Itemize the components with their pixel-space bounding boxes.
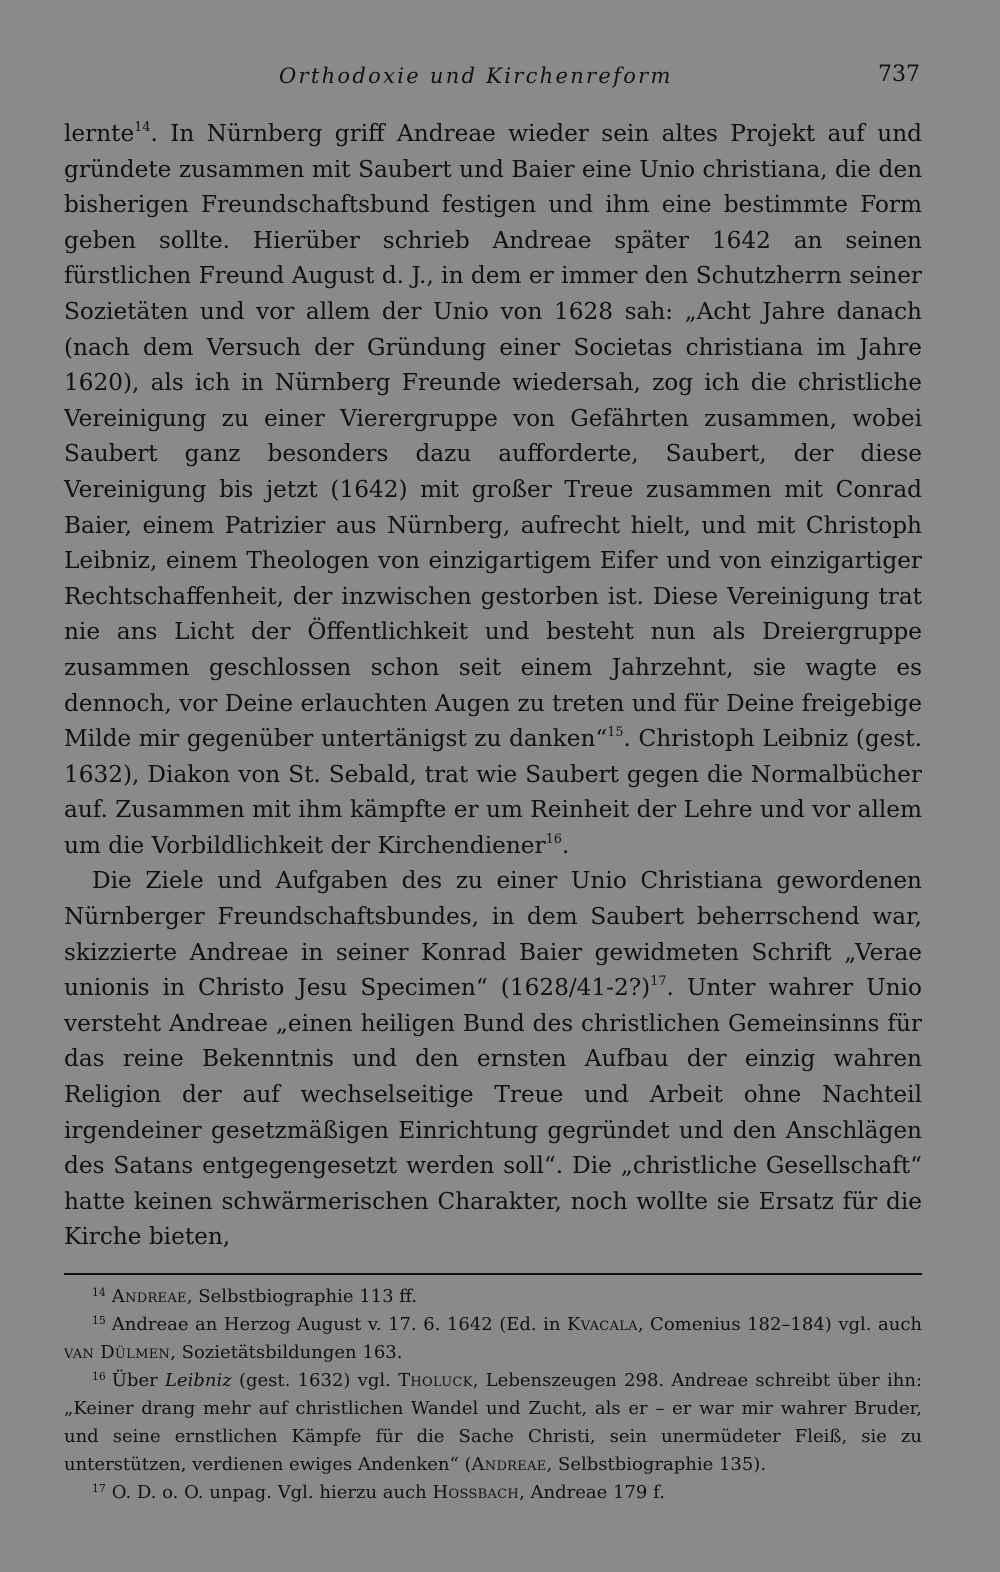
footnote-ref-17: 17 [650,974,667,990]
paragraph-2 [64,863,922,1255]
footnotes [64,1283,922,1507]
footnote-text: (gest. 1632) vgl. [231,1370,399,1391]
footnote-15 [64,1311,922,1367]
author-name: van Dülmen [64,1342,171,1363]
footnote-number: 17 [92,1481,106,1495]
running-head-title: Orthodoxie und Kirchenreform [279,64,673,88]
footnote-17 [64,1479,922,1507]
paragraph-1-text-4: . [561,831,570,859]
footnote-ref-16: 16 [545,831,562,847]
footnote-text: , Lebenszeugen 298. Andreae schreibt über ihn: „Keiner drang mehr auf christlichen Wandel und Zucht, als er – er war mir wahrer Bruder, und seine ernstlichen Kämpfe für die Sache Christi, sein unermüdeter Fleiß, sie zu unterstützen, verdienen ewiges Andenken“ ( [64,1370,923,1475]
main-text [64,116,922,1255]
paragraph-1-text-2: . In Nürnberg griff Andreae wieder sein altes Projekt auf und gründete zusammen mit Saubert und Baier eine Unio christiana, die den bisherigen Freundschaftsbund festigen und ihm eine bestimmte Form geben sollte. Hierüber schrieb Andreae später 1642 an seinen fürstlichen Freund August d. J., in dem er immer den Schutzherrn seiner Sozietäten und vor allem der Unio von 1628 sah: „Acht Jahre danach (nach dem Versuch der Gründung einer Societas christiana im Jahre 1620), als ich in Nürnberg Freunde wiedersah, zog ich die christliche Vereinigung zu einer Vierergruppe von Gefährten zusammen, wobei Saubert ganz besonders dazu aufforderte, Saubert, der diese Vereinigung bis jetzt (1642) mit großer Treue zusammen mit Conrad Baier, einem Patrizier aus Nürnberg, aufrecht hielt, und mit Christoph Leibniz, einem Theologen von einzigartigem Eifer und von einzigartiger Rechtschaffenheit, der inzwischen gestorben ist. Diese Vereinigung trat nie ans Licht der Öffentlichkeit und besteht nun als Dreiergruppe zusammen geschlossen schon seit einem Jahrzehnt, sie wagte es dennoch, vor Deine erlauchten Augen zu treten und für Deine freigebige Milde mir gegenüber untertänigst zu danken“ [64,120,922,753]
footnote-16 [64,1367,922,1479]
footnote-text: Über [111,1370,165,1391]
footnote-text: Andreae an Herzog August v. 17. 6. 1642 (Ed. in [111,1314,568,1335]
footnote-ref-15: 15 [607,724,624,740]
italic-name: Leibniz [164,1370,232,1391]
paragraph-2-text-2: . Unter wahrer Unio versteht Andreae „einen heiligen Bund des christlichen Gemeinsinns für das reine Bekenntnis und den ernsten Aufbau der einzig wahren Religion der auf wechselseitige Treue und Arbeit ohne Nachteil irgendeiner gesetzmäßigen Einrichtung gegründet und den Anschlägen des Satans entgegengesetzt werden soll“. Die „christliche Gesellschaft“ hatte keinen schwärmerischen Charakter, noch wollte sie Ersatz für die Kirche bieten, [64,974,922,1251]
author-name: Tholuck [398,1370,473,1391]
paragraph-2-text-1: Die Ziele und Aufgaben des zu einer Unio Christiana gewordenen Nürnberger Freundschaftsbundes, in dem Saubert beherrschend war, skizzierte Andreae in seiner Konrad Baier gewidmeten Schrift „Verae unionis in Christo Jesu Specimen“ (1628/41-2?) [64,867,922,1002]
running-head [64,58,922,98]
footnote-text: , Comenius 182–184) vgl. auch [637,1314,922,1335]
author-name: Kvacala [567,1314,638,1335]
footnote-number: 16 [92,1369,106,1383]
footnote-text: , Sozietätsbildungen 163. [170,1342,403,1363]
author-name: Hossbach [432,1482,520,1503]
page-number: 737 [878,62,920,87]
footnote-ref-14: 14 [134,119,151,135]
footnote-text: , Selbstbiographie 113 ff. [186,1286,418,1307]
footnote-text: , Selbstbiographie 135). [546,1454,767,1475]
author-name: Andreae [471,1454,547,1475]
footnote-14 [64,1283,922,1311]
footnote-text: , Andreae 179 f. [519,1482,665,1503]
footnote-text: O. D. o. O. unpag. Vgl. hierzu auch [111,1482,433,1503]
footnote-number: 15 [92,1313,106,1327]
paragraph-1-text-1: lernte [64,120,135,147]
book-page [64,58,922,1507]
footnote-number: 14 [92,1285,106,1299]
footnote-divider [64,1273,922,1275]
paragraph-1-text-3: . Christoph Leibniz (gest. 1632), Diakon von St. Sebald, trat wie Saubert gegen die Normalbücher auf. Zusammen mit ihm kämpfte er um Reinheit der Lehre und vor allem um die Vorbildlichkeit der Kirchendiener [64,725,922,859]
author-name: Andreae [111,1286,187,1307]
paragraph-1 [64,116,922,863]
